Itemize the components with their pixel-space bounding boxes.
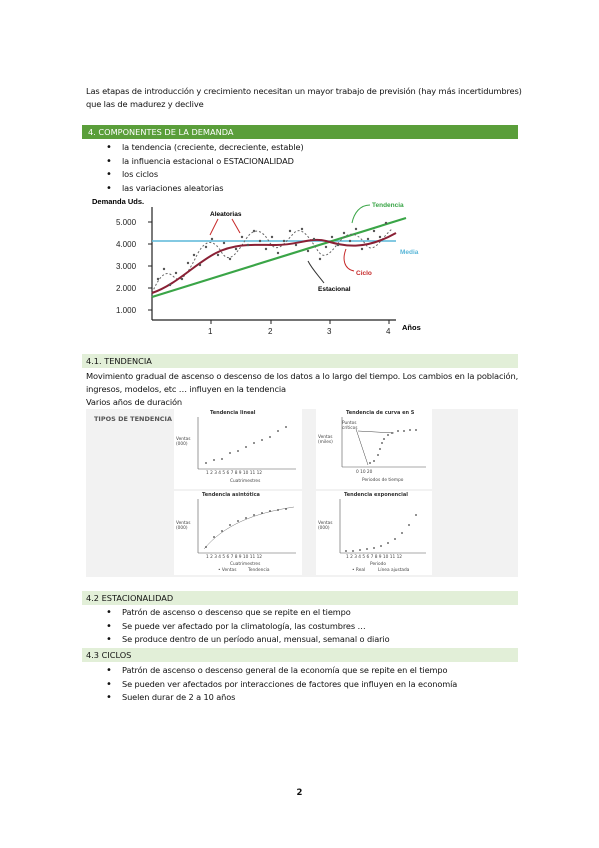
estacional-wave: [152, 229, 392, 293]
label-tendencia: Tendencia: [372, 202, 404, 209]
label-aleatorias: Aleatorias: [210, 211, 242, 218]
list-item: • la influencia estacional o ESTACIONALIDAD: [106, 155, 506, 169]
y-tick: 1.000: [116, 306, 137, 315]
list-item: • Patrón de ascenso o descenso que se repite en el tiempo: [106, 606, 526, 620]
list-item: • los ciclos: [106, 168, 506, 182]
panel-curva-s-title: Tendencia de curva en S: [346, 410, 415, 416]
list-item: • las variaciones aleatorias: [106, 182, 506, 196]
section-4-list: [106, 141, 506, 195]
label-ciclo: Ciclo: [356, 270, 372, 277]
label-estacional: Estacional: [318, 286, 351, 293]
intro-paragraph: Las etapas de introducción y crecimiento necesitan un mayor trabajo de previsión (hay más incertidumbres) que las de madurez y declive: [86, 86, 522, 109]
panel-curva-s-annot: Puntos críticos: [342, 421, 358, 431]
y-tick: 3.000: [116, 262, 137, 271]
x-tick: 2: [268, 327, 273, 336]
panel-asintotica-ylabel: Ventas (000): [176, 521, 191, 531]
list-item: • Se puede ver afectado por la climatología, las costumbres …: [106, 620, 526, 634]
panel-curva-s-ylabel: Ventas (miles): [318, 435, 333, 445]
section-4-2-list: [106, 606, 526, 647]
y-tick: 4.000: [116, 240, 137, 249]
aleatorias-points: [157, 222, 387, 286]
panel-exponencial-ylabel: Ventas (000): [318, 521, 333, 531]
panel-curva-s: [316, 409, 432, 489]
panel-exponencial-xlabel: Periodo: [370, 562, 387, 567]
demand-components-chart: [86, 193, 426, 343]
panel-curva-s-xlabel: Periodos de tiempo: [362, 478, 404, 483]
panel-lineal-title: Tendencia lineal: [210, 410, 256, 416]
panel-lineal-xticks: 1 2 3 4 5 6 7 8 9 10 11 12: [206, 471, 263, 476]
section-4-2-heading: 4.2 ESTACIONALIDAD: [82, 591, 518, 605]
tendencia-description: Movimiento gradual de ascenso o descenso de los datos a lo largo del tiempo. Los cambios en la población, ingresos, modelos, etc … influyen en la tendencia: [86, 371, 519, 394]
panel-asintotica: [174, 491, 302, 575]
chart-ylabel: Demanda Uds.: [92, 197, 145, 206]
list-item: • Patrón de ascenso o descenso general de la economía que se repite en el tiempo: [106, 664, 526, 678]
x-tick: 1: [208, 327, 213, 336]
list-item: • la tendencia (creciente, decreciente, estable): [106, 141, 506, 155]
page-number: 2: [296, 788, 303, 798]
section-4-1-heading: 4.1. TENDENCIA: [82, 354, 518, 368]
panel-curva-s-xticks: 0 10 20: [356, 470, 373, 475]
x-tick: 3: [327, 327, 332, 336]
y-tick: 5.000: [116, 218, 137, 227]
tendencia-duration: Varios años de duración: [86, 397, 183, 407]
label-media: Media: [400, 249, 419, 256]
chart-xlabel: Años: [402, 323, 421, 332]
list-item: • Se pueden ver afectados por interacciones de factores que influyen en la economía: [106, 678, 526, 692]
panel-asintotica-title: Tendencia asintótica: [202, 492, 260, 498]
tendencia-line: [152, 218, 406, 297]
panel-exponencial-legend-real: • Real: [352, 568, 366, 573]
panel-asintotica-xlabel: Cuatrimestres: [230, 562, 261, 567]
panel-lineal-ylabel: Ventas (000): [176, 437, 191, 447]
panel-lineal: [174, 409, 302, 489]
x-tick: 4: [386, 327, 391, 336]
tipos-tendencia-figure: [86, 409, 518, 577]
panel-lineal-xlabel: Cuatrimestres: [230, 479, 261, 484]
panel-asintotica-xticks: 1 2 3 4 5 6 7 8 9 10 11 12: [206, 555, 263, 560]
panel-exponencial-legend-linea: Línea ajustada: [378, 568, 410, 573]
section-4-3-heading: 4.3 CICLOS: [82, 648, 518, 662]
panel-asintotica-legend-tendencia: Tendencia: [248, 568, 270, 573]
panel-exponencial: [316, 491, 432, 575]
list-item: • Se produce dentro de un período anual, mensual, semanal o diario: [106, 633, 526, 647]
tipos-title: TIPOS DE TENDENCIA: [94, 415, 172, 423]
y-tick: 2.000: [116, 284, 137, 293]
section-4-heading: 4. COMPONENTES DE LA DEMANDA: [82, 125, 518, 139]
list-item: • Suelen durar de 2 a 10 años: [106, 691, 526, 705]
panel-exponencial-xticks: 1 2 3 4 5 6 7 8 9 10 11 12: [346, 555, 403, 560]
panel-exponencial-title: Tendencia exponencial: [344, 492, 408, 498]
panel-asintotica-legend-ventas: • Ventas: [218, 568, 237, 573]
section-4-3-list: [106, 664, 526, 705]
